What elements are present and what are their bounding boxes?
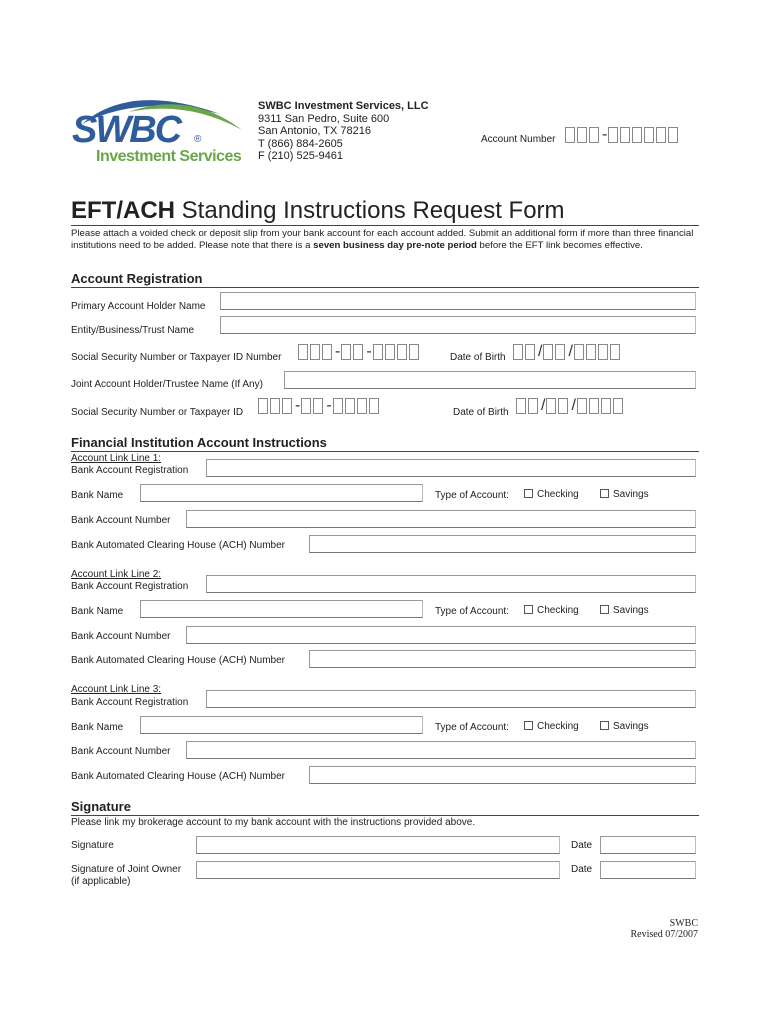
dob-field[interactable] xyxy=(513,344,622,360)
digit-box[interactable] xyxy=(301,398,311,414)
footer xyxy=(631,918,699,940)
link1-registration-label: Bank Account Registration xyxy=(71,465,189,476)
company-name: SWBC Investment Services, LLC xyxy=(258,100,429,112)
checkbox-icon[interactable] xyxy=(524,721,533,730)
link3-registration-field[interactable] xyxy=(206,690,696,708)
digit-box[interactable] xyxy=(656,127,666,143)
digit-box[interactable] xyxy=(574,344,584,360)
digit-box[interactable] xyxy=(310,344,320,360)
field-separator: - xyxy=(326,397,332,414)
link3-registration-label: Bank Account Registration xyxy=(71,697,189,708)
digit-box[interactable] xyxy=(528,398,538,414)
dob-joint-field[interactable] xyxy=(516,398,625,414)
digit-box[interactable] xyxy=(613,398,623,414)
ssn-label: Social Security Number or Taxpayer ID Number xyxy=(71,352,282,363)
link1-savings-option[interactable]: Savings xyxy=(600,489,649,500)
link3-account-number-label: Bank Account Number xyxy=(71,746,171,757)
link1-registration-field[interactable] xyxy=(206,459,696,477)
dob-joint-label: Date of Birth xyxy=(453,407,509,418)
intro-text: Please attach a voided check or deposit slip from your bank account for each account added. Submit an additional form if more than three financial institutions need to be added. Please note that there is a seven business day pre-note period before the EFT link becomes effective. xyxy=(71,228,694,251)
ssn-joint-field[interactable] xyxy=(258,398,381,414)
checkbox-icon[interactable] xyxy=(600,605,609,614)
digit-box[interactable] xyxy=(298,344,308,360)
link2-account-number-label: Bank Account Number xyxy=(71,631,171,642)
signature-instruction: Please link my brokerage account to my bank account with the instructions provided above. xyxy=(71,817,476,828)
company-phone: T (866) 884-2605 xyxy=(258,137,343,150)
link2-account-number-field[interactable] xyxy=(186,626,696,644)
link2-checking-option[interactable]: Checking xyxy=(524,605,579,616)
field-separator: - xyxy=(335,343,341,360)
link3-bank-name-label: Bank Name xyxy=(71,722,124,733)
field-separator: / xyxy=(571,397,576,414)
link1-type-label: Type of Account: xyxy=(435,490,509,501)
link3-title: Account Link Line 3: xyxy=(71,684,162,695)
link3-type-label: Type of Account: xyxy=(435,722,509,733)
title-bold: EFT/ACH xyxy=(71,197,175,224)
digit-box[interactable] xyxy=(555,344,565,360)
joint-holder-label: Joint Account Holder/Trustee Name (If Any) xyxy=(71,379,263,390)
link2-savings-option[interactable]: Savings xyxy=(600,605,649,616)
link2-registration-field[interactable] xyxy=(206,575,696,593)
digit-box[interactable] xyxy=(668,127,678,143)
joint-signature-field[interactable] xyxy=(196,861,560,879)
joint-signature-date-field[interactable] xyxy=(600,861,696,879)
digit-box[interactable] xyxy=(543,344,553,360)
digit-box[interactable] xyxy=(525,344,535,360)
signature-label: Signature xyxy=(71,840,114,851)
signature-heading: Signature xyxy=(71,799,131,814)
link3-checking-option[interactable]: Checking xyxy=(524,721,579,732)
link3-ach-field[interactable] xyxy=(309,766,696,784)
digit-box[interactable] xyxy=(322,344,332,360)
digit-box[interactable] xyxy=(345,398,355,414)
footer-company: SWBC xyxy=(669,918,698,929)
logo-tagline: Investment Services xyxy=(96,148,242,165)
link2-registration-label: Bank Account Registration xyxy=(71,581,189,592)
account-number-field[interactable] xyxy=(565,127,680,143)
field-separator: / xyxy=(538,343,543,360)
checkbox-icon[interactable] xyxy=(524,605,533,614)
link1-account-number-field[interactable] xyxy=(186,510,696,528)
digit-box[interactable] xyxy=(620,127,630,143)
footer-revision: Revised 07/2007 xyxy=(630,929,698,940)
institution-heading: Financial Institution Account Instructions xyxy=(71,435,327,450)
link3-savings-option[interactable]: Savings xyxy=(600,721,649,732)
primary-holder-label: Primary Account Holder Name xyxy=(71,301,206,312)
digit-box[interactable] xyxy=(598,344,608,360)
link3-ach-label: Bank Automated Clearing House (ACH) Number xyxy=(71,771,285,782)
checkbox-icon[interactable] xyxy=(600,721,609,730)
link1-title: Account Link Line 1: xyxy=(71,453,162,464)
digit-box[interactable] xyxy=(313,398,323,414)
digit-box[interactable] xyxy=(608,127,618,143)
institution-rule xyxy=(71,451,699,452)
link2-ach-field[interactable] xyxy=(309,650,696,668)
link3-bank-name-field[interactable] xyxy=(140,716,423,734)
account-registration-heading: Account Registration xyxy=(71,271,203,286)
link3-account-number-field[interactable] xyxy=(186,741,696,759)
joint-signature-label: Signature of Joint Owner (if applicable) xyxy=(71,864,182,887)
entity-label: Entity/Business/Trust Name xyxy=(71,325,195,336)
digit-box[interactable] xyxy=(589,398,599,414)
digit-box[interactable] xyxy=(586,344,596,360)
field-separator: - xyxy=(366,343,372,360)
logo-brand: SWBC xyxy=(72,109,181,151)
digit-box[interactable] xyxy=(341,344,351,360)
digit-box[interactable] xyxy=(558,398,568,414)
field-separator: / xyxy=(568,343,573,360)
digit-box[interactable] xyxy=(409,344,419,360)
checkbox-icon[interactable] xyxy=(600,489,609,498)
entity-field[interactable] xyxy=(220,316,696,334)
digit-box[interactable] xyxy=(565,127,575,143)
digit-box[interactable] xyxy=(546,398,556,414)
title-rule xyxy=(71,225,699,226)
digit-box[interactable] xyxy=(270,398,280,414)
registration-rule xyxy=(71,287,699,288)
digit-box[interactable] xyxy=(632,127,642,143)
logo-registered: ® xyxy=(194,134,202,145)
digit-box[interactable] xyxy=(601,398,611,414)
field-separator: / xyxy=(541,397,546,414)
digit-box[interactable] xyxy=(282,398,292,414)
link2-bank-name-field[interactable] xyxy=(140,600,423,618)
digit-box[interactable] xyxy=(373,344,383,360)
link1-ach-label: Bank Automated Clearing House (ACH) Number xyxy=(71,540,285,551)
digit-box[interactable] xyxy=(644,127,654,143)
digit-box[interactable] xyxy=(333,398,343,414)
joint-signature-date-label: Date xyxy=(571,864,593,875)
link1-bank-name-field[interactable] xyxy=(140,484,423,502)
link2-type-label: Type of Account: xyxy=(435,606,509,617)
swbc-logo xyxy=(70,90,245,170)
digit-box[interactable] xyxy=(589,127,599,143)
link2-bank-name-label: Bank Name xyxy=(71,606,124,617)
company-address xyxy=(258,100,429,163)
link1-account-number-label: Bank Account Number xyxy=(71,515,171,526)
digit-box[interactable] xyxy=(516,398,526,414)
digit-box[interactable] xyxy=(610,344,620,360)
link2-ach-label: Bank Automated Clearing House (ACH) Number xyxy=(71,655,285,666)
digit-box[interactable] xyxy=(577,398,587,414)
signature-field[interactable] xyxy=(196,836,560,854)
checkbox-icon[interactable] xyxy=(524,489,533,498)
title-rest: Standing Instructions Request Form xyxy=(175,197,565,224)
ssn-joint-label: Social Security Number or Taxpayer ID xyxy=(71,407,244,418)
digit-box[interactable] xyxy=(369,398,379,414)
digit-box[interactable] xyxy=(397,344,407,360)
company-address-line2: San Antonio, TX 78216 xyxy=(258,125,371,137)
digit-box[interactable] xyxy=(353,344,363,360)
joint-holder-field[interactable] xyxy=(284,371,696,389)
page-title xyxy=(71,197,565,225)
link2-title: Account Link Line 2: xyxy=(71,569,162,580)
digit-box[interactable] xyxy=(385,344,395,360)
digit-box[interactable] xyxy=(513,344,523,360)
company-fax: F (210) 525-9461 xyxy=(258,150,343,162)
signature-rule xyxy=(71,815,699,816)
company-address-line1: 9311 San Pedro, Suite 600 xyxy=(258,112,390,125)
ssn-field[interactable] xyxy=(298,344,421,360)
digit-box[interactable] xyxy=(577,127,587,143)
primary-holder-field[interactable] xyxy=(220,292,696,310)
digit-box[interactable] xyxy=(357,398,367,414)
dob-label: Date of Birth xyxy=(450,352,506,363)
link1-ach-field[interactable] xyxy=(309,535,696,553)
link1-bank-name-label: Bank Name xyxy=(71,490,124,501)
account-number-label: Account Number xyxy=(481,134,556,145)
account-number-separator: - xyxy=(602,126,608,143)
signature-date-field[interactable] xyxy=(600,836,696,854)
field-separator: - xyxy=(295,397,301,414)
link1-checking-option[interactable]: Checking xyxy=(524,489,579,500)
signature-date-label: Date xyxy=(571,840,593,851)
digit-box[interactable] xyxy=(258,398,268,414)
